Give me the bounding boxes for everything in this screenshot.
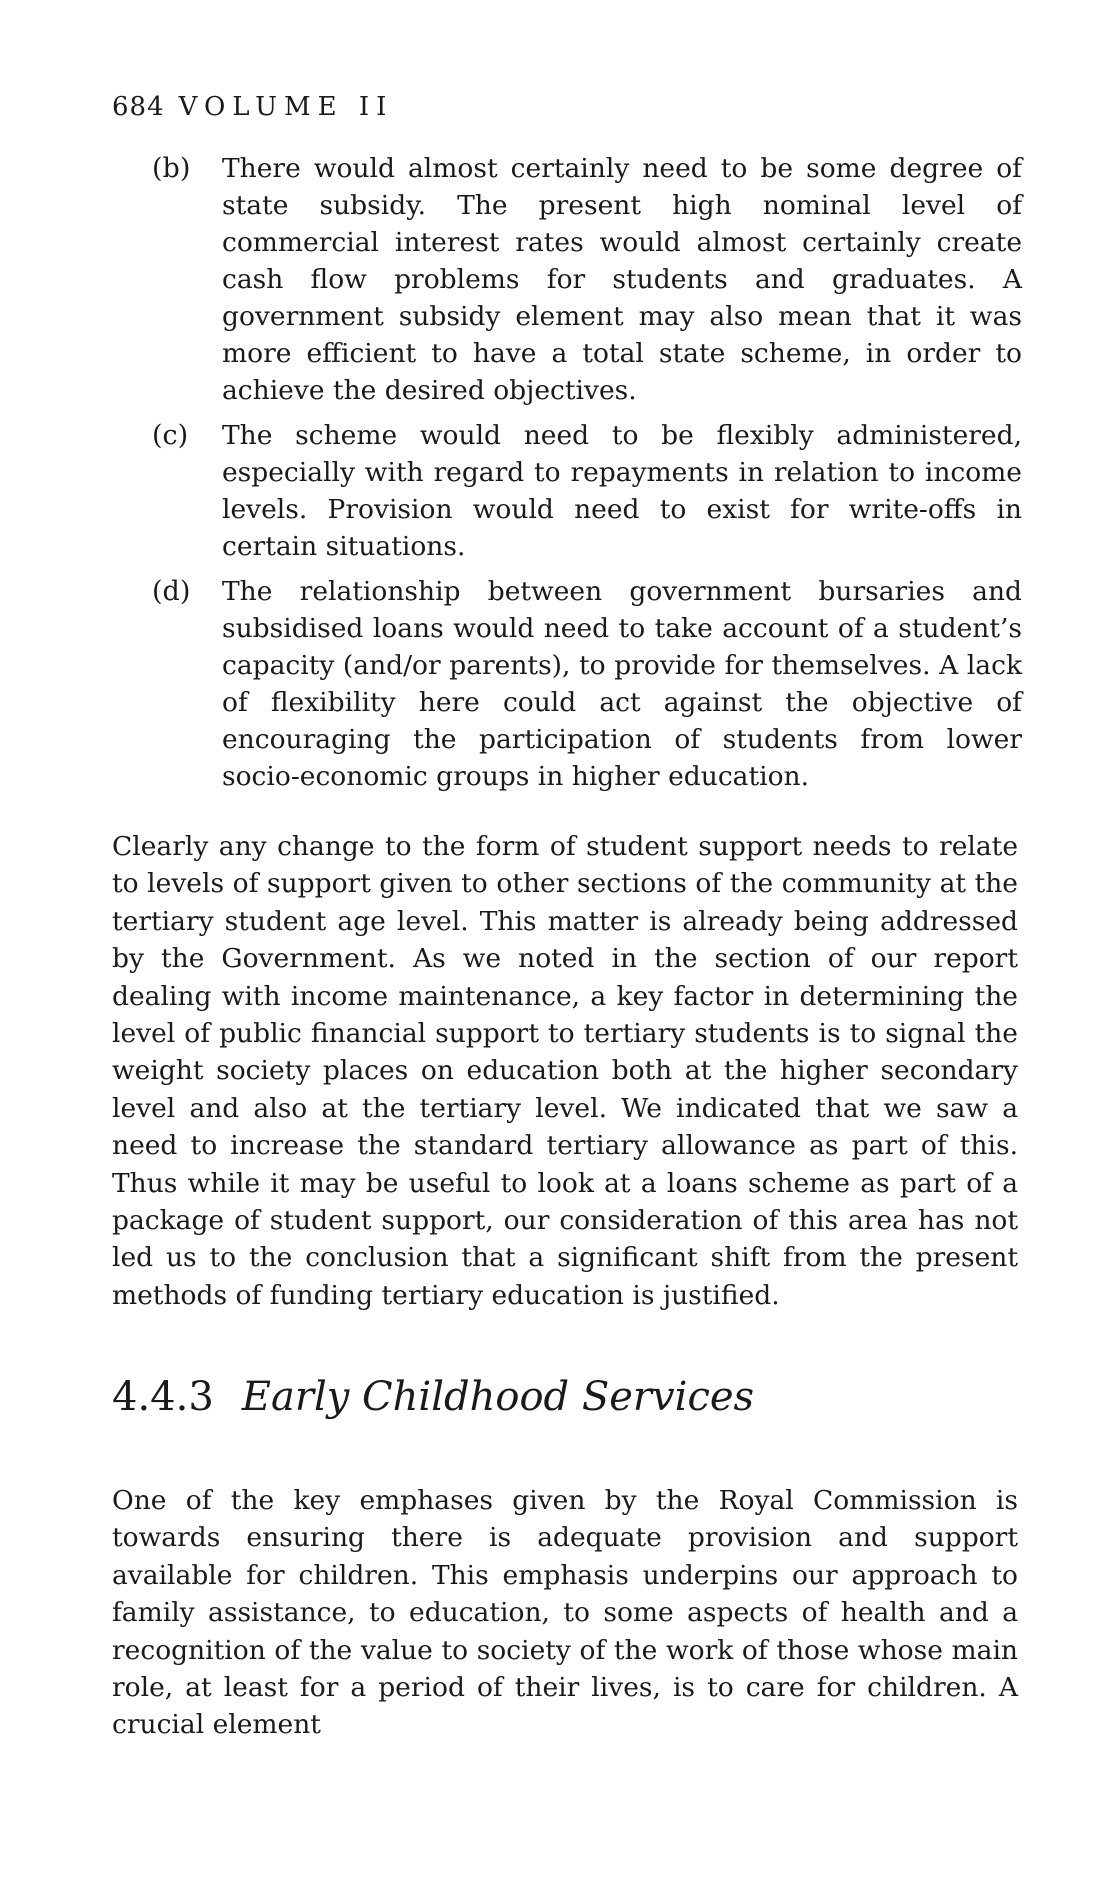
- volume-label: VOLUME II: [178, 92, 394, 122]
- list-item-d: [152, 573, 1022, 795]
- list-marker: (c): [152, 420, 189, 451]
- paragraph-early-childhood: One of the key emphases given by the Royal Commission is towards ensuring there is adequate provision and support available for children. This emphasis underpins our approach to family assistance, to education, to some aspects of health and a recognition of the value to society of the work of those whose main role, at least for a period of their lives, is to care for children. A crucial element: [112, 1485, 1018, 1741]
- paragraph-student-support: Clearly any change to the form of student support needs to relate to levels of support given to other sections of the community at the tertiary student age level. This matter is already being addressed by the Government. As we noted in the section of our report dealing with income maintenance, a key factor in determining the level of public financial support to tertiary students is to signal the weight society places on education both at the higher secondary level and also at the tertiary level. We indicated that we saw a need to increase the standard tertiary allowance as part of this. Thus while it may be useful to look at a loans scheme as part of a package of student support, our consideration of this area has not led us to the conclusion that a significant shift from the present methods of funding tertiary education is justified.: [112, 831, 1018, 1311]
- list-item-text: The relationship between government bursaries and subsidised loans would need to take account of a student’s capacity (and/or parents), to provide for themselves. A lack of flexibility here could act against the objective of encouraging the participation of students from lower socio-economic groups in higher education.: [222, 576, 1022, 792]
- section-number: 4.4.3: [112, 1374, 214, 1420]
- section-heading: [112, 1374, 754, 1420]
- list-item-text: There would almost certainly need to be some degree of state subsidy. The present high nominal level of commercial interest rates would almost certainly create cash flow problems for students and graduates. A government subsidy element may also mean that it was more efficient to have a total state scheme, in order to achieve the desired objectives.: [222, 153, 1022, 406]
- list-item-b: [152, 150, 1022, 409]
- list-marker: (d): [152, 576, 191, 607]
- list-marker: (b): [152, 153, 191, 184]
- running-head: [112, 92, 393, 122]
- list-item-c: [152, 417, 1022, 565]
- section-title: Early Childhood Services: [241, 1374, 755, 1420]
- page-number: 684: [112, 92, 165, 122]
- lettered-list: [152, 150, 1022, 803]
- list-item-text: The scheme would need to be flexibly administered, especially with regard to repayments in relation to income levels. Provision would need to exist for write-offs in certain situations.: [222, 420, 1022, 562]
